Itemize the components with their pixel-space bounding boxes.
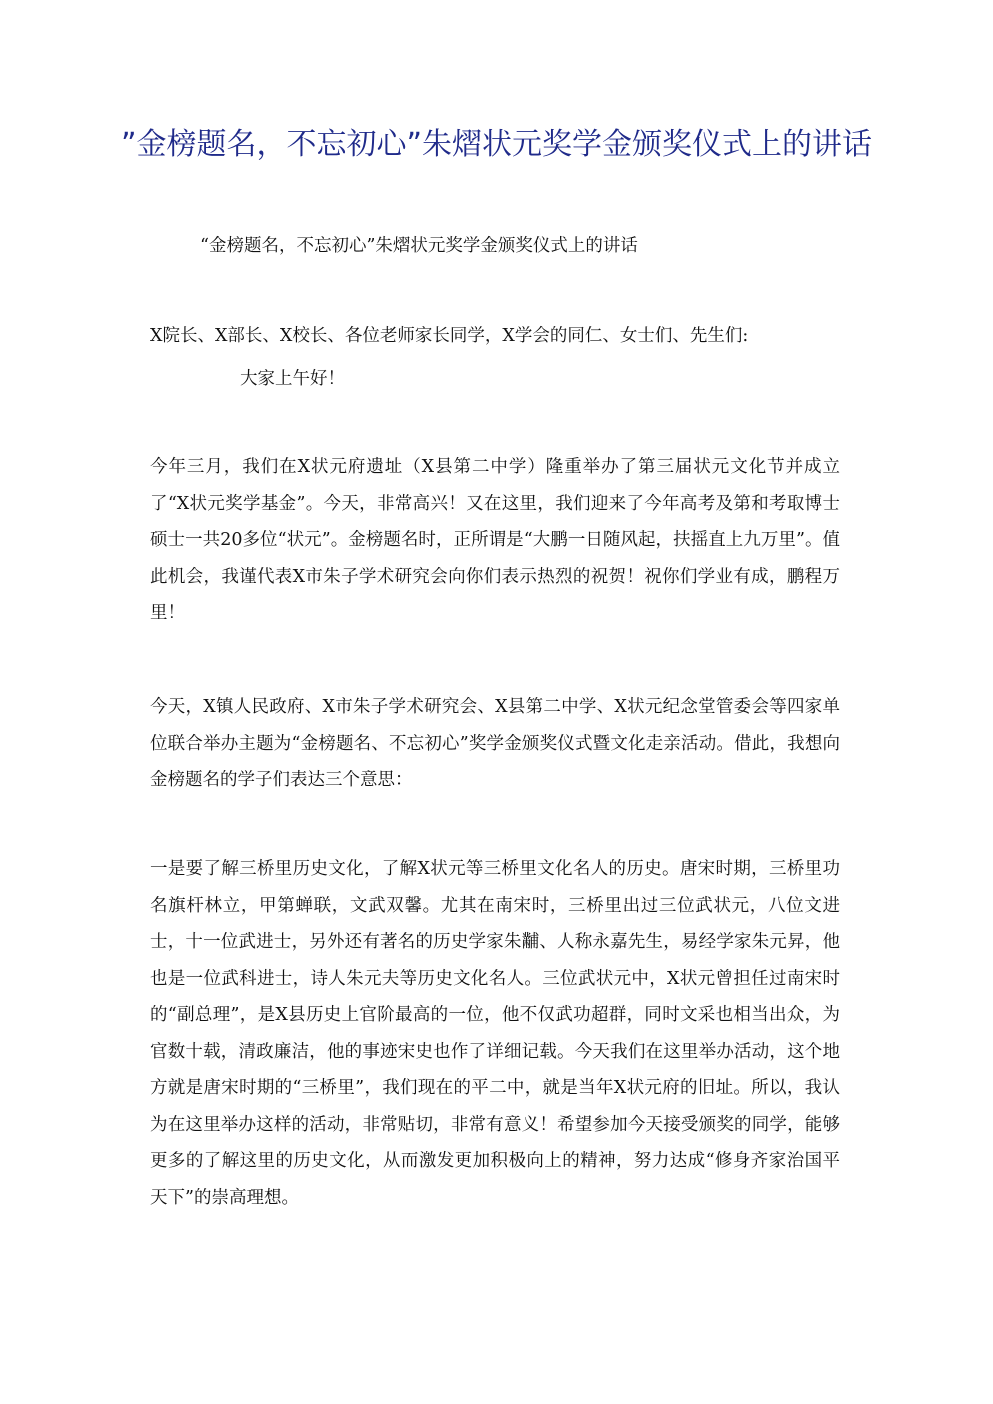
salutation: X院长、X部长、X校长、各位老师家长同学，X学会的同仁、女士们、先生们: [150,326,749,346]
paragraph-3: 一是要了解三桥里历史文化，了解X状元等三桥里文化名人的历史。唐宋时期，三桥里功名旗杆林立，甲第蝉联，文武双馨。尤其在南宋时，三桥里出过三位武状元，八位文进士，十一位武进士，另外还有著名的历史学家朱黼、人称永嘉先生，易经学家朱元昇，他也是一位武科进士，诗人朱元夫等历史文化名人。三位武状元中，X状元曾担任过南宋时的“副总理”，是X县历史上官阶最高的一位，他不仅武功超群，同时文采也相当出众，为官数十载，清政廉洁，他的事迹宋史也作了详细记载。今天我们在这里举办活动，这个地方就是唐宋时期的“三桥里”，我们现在的平二中，就是当年X状元府的旧址。所以，我认为在这里举办这样的活动，非常贴切，非常有意义！希望参加今天接受颁奖的同学，能够更多的了解这里的历史文化，从而激发更加积极向上的精神，努力达成“修身齐家治国平天下”的崇高理想。 [150,859,840,1208]
paragraph-2: 今天，X镇人民政府、X市朱子学术研究会、X县第二中学、X状元纪念堂管委会等四家单位联合举办主题为“金榜题名、不忘初心”奖学金颁奖仪式暨文化走亲活动。借此，我想向金榜题名的学子们表达三个意思： [150,697,840,790]
paragraph-1: 今年三月，我们在X状元府遗址（X县第二中学）隆重举办了第三届状元文化节并成立了“X状元奖学基金”。今天，非常高兴！又在这里，我们迎来了今年高考及第和考取博士硕士一共20多位“状元”。金榜题名时，正所谓是“大鹏一日随风起，扶摇直上九万里”。值此机会，我谨代表X市朱子学术研究会向你们表示热烈的祝贺！祝你们学业有成，鹏程万里！ [150,457,840,623]
document-subtitle: “金榜题名，不忘初心”朱熠状元奖学金颁奖仪式上的讲话 [200,236,638,256]
document-title: ”金榜题名，不忘初心”朱熠状元奖学金颁奖仪式上的讲话 [120,127,873,162]
greeting: 大家上午好！ [240,369,345,389]
